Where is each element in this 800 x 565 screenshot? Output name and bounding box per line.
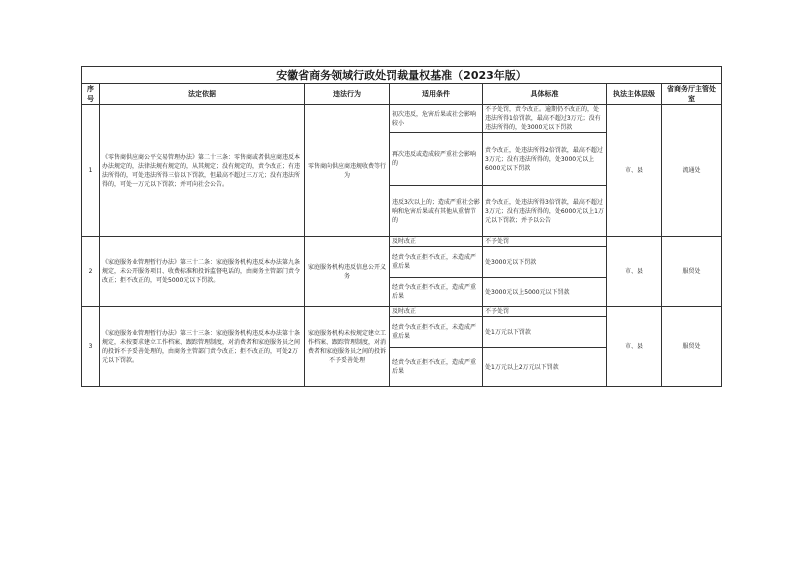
- standard: 处3000元以下罚款: [483, 247, 607, 278]
- legal-basis: 《家庭服务业管理暂行办法》第三十二条：家庭服务机构违反本办法第九条规定，未公开服务项目、收费标准和投诉监督电话的，由商务主管部门责令改正；拒不改正的，可处5000元以下罚款。: [100, 237, 305, 307]
- standard: 不予处罚: [483, 307, 607, 317]
- table-row: [82, 105, 722, 133]
- department: 服贸处: [662, 307, 722, 387]
- condition: 及时改正: [390, 307, 483, 317]
- header-dept: 省商务厅主管处室: [662, 84, 722, 105]
- enforcement-level: 市、县: [607, 237, 662, 307]
- header-condition: 适用条件: [390, 84, 483, 105]
- condition: 经责令改正拒不改正，造成严重后果: [390, 348, 483, 387]
- page-title: 安徽省商务领域行政处罚裁量权基准（2023年版）: [82, 67, 722, 84]
- standard: 不予处罚，责令改正。逾期仍不改正的，处违法所得1倍罚款，最高不超过3万元；没有违法所得的，处3000元以下罚款: [483, 105, 607, 133]
- row-number: 2: [82, 237, 100, 307]
- condition: 及时改正: [390, 237, 483, 247]
- standard: 处1万元以下罚款: [483, 317, 607, 348]
- enforcement-level: 市、县: [607, 307, 662, 387]
- violation: 家庭服务机构违反信息公开义务: [305, 237, 390, 307]
- header-row: [82, 84, 722, 105]
- department: 服贸处: [662, 237, 722, 307]
- table-row: [82, 237, 722, 247]
- enforcement-level: 市、县: [607, 105, 662, 237]
- condition: 经责令改正拒不改正，未造成严重后果: [390, 317, 483, 348]
- header-standard: 具体标准: [483, 84, 607, 105]
- condition: 经责令改正拒不改正，造成严重后果: [390, 278, 483, 307]
- penalty-table: [81, 66, 722, 387]
- legal-basis: 《家庭服务业管理暂行办法》第三十三条：家庭服务机构违反本办法第十条规定，未按要求建立工作档案、跟踪管理制度，对消费者和家庭服务员之间的投诉不予妥善处理的，由商务主管部门责令改正；拒不改正的，可处2万元以下罚款。: [100, 307, 305, 387]
- legal-basis: 《零售商供应商公平交易管理办法》第二十三条：零售商或者供应商违反本办法规定的，法律法规有规定的，从其规定；没有规定的，责令改正；有违法所得的，可处违法所得三倍以下罚款，但最高不超过三万元；没有违法所得的，可处一万元以下罚款；并可向社会公告。: [100, 105, 305, 237]
- header-basis: 法定依据: [100, 84, 305, 105]
- table-row: [82, 307, 722, 317]
- violation: 零售商向供应商违规收费等行为: [305, 105, 390, 237]
- condition: 经责令改正拒不改正，未造成严重后果: [390, 247, 483, 278]
- header-act: 违法行为: [305, 84, 390, 105]
- condition: 违反3次以上的；造成严重社会影响和危害后果或有其他从重情节的: [390, 186, 483, 237]
- standard: 不予处罚: [483, 237, 607, 247]
- violation: 家庭服务机构未按规定建立工作档案、跟踪管理制度，对消费者和家庭服务员之间的投诉不予妥善处理: [305, 307, 390, 387]
- department: 流通处: [662, 105, 722, 237]
- row-number: 3: [82, 307, 100, 387]
- condition: 再次违反或造成较严重社会影响的: [390, 133, 483, 186]
- standard: 责令改正，处违法所得2倍罚款，最高不超过3万元；没有违法所得的，处3000元以上6000元以下罚款: [483, 133, 607, 186]
- standard: 责令改正，处违法所得3倍罚款，最高不超过3万元；没有违法所得的，处6000元以上1万元以下罚款；并予以公告: [483, 186, 607, 237]
- standard: 处1万元以上2万元以下罚款: [483, 348, 607, 387]
- header-no: 序号: [82, 84, 100, 105]
- header-level: 执法主体层级: [607, 84, 662, 105]
- row-number: 1: [82, 105, 100, 237]
- standard: 处3000元以上5000元以下罚款: [483, 278, 607, 307]
- condition: 初次违反，危害后果或社会影响较小: [390, 105, 483, 133]
